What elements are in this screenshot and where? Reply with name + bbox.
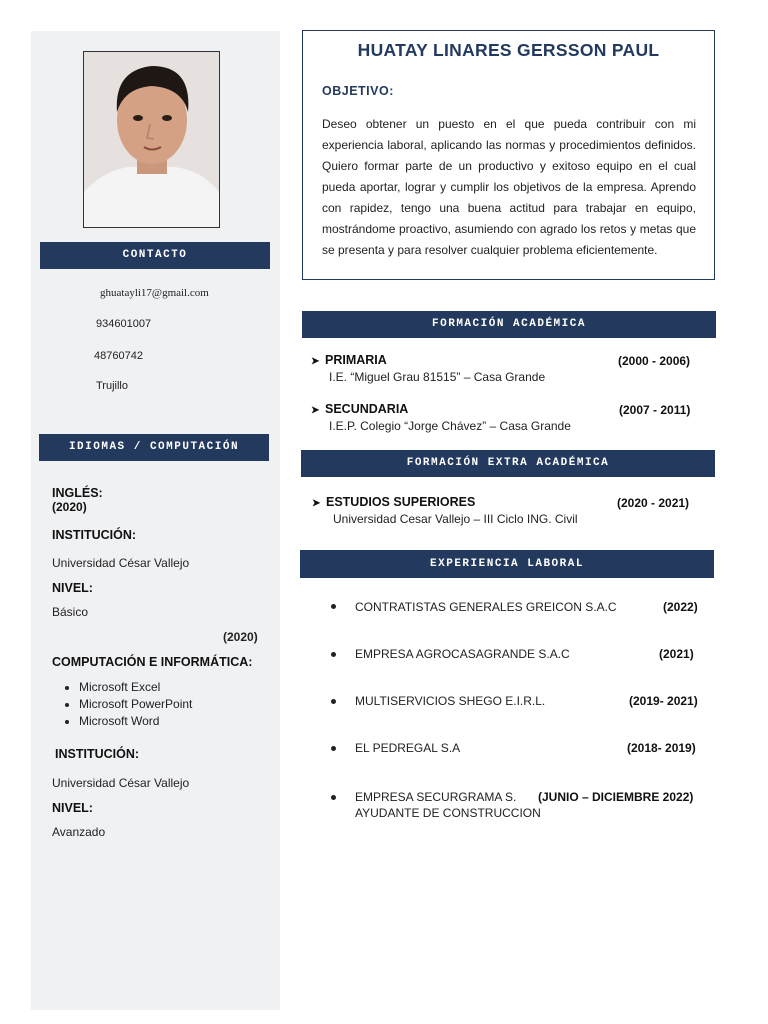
objective-box — [302, 30, 715, 280]
higher-ed-school: Universidad Cesar Vallejo – III Ciclo ING. Civil — [333, 512, 578, 526]
list-item: • Microsoft Excel — [79, 679, 192, 696]
job-company: EMPRESA SECURGRAMA S. — [355, 790, 517, 804]
phone-text: 934601007 — [96, 318, 152, 330]
arrow-icon: ➤ — [311, 356, 320, 367]
english-year: (2020) — [52, 500, 87, 514]
job-company: EL PEDREGAL S.A — [355, 741, 461, 755]
secondary-years: (2007 - 2011) — [619, 403, 691, 417]
experience-header: EXPERIENCIA LABORAL — [300, 550, 714, 578]
skills-list — [59, 679, 192, 730]
objective-label: OBJETIVO: — [322, 84, 394, 98]
computing-label: COMPUTACIÓN E INFORMÁTICA: — [52, 655, 253, 669]
primary-years: (2000 - 2006) — [618, 354, 691, 368]
job-years: (2019- 2021) — [629, 694, 698, 708]
job-company: CONTRATISTAS GENERALES GREICON S.A.C — [355, 600, 617, 614]
candidate-name: HUATAY LINARES GERSSON PAUL — [357, 40, 660, 60]
primary-title: ➤ PRIMARIA — [311, 353, 387, 367]
arrow-icon: ➤ — [312, 498, 321, 509]
sidebar — [31, 31, 280, 1010]
job-years: (JUNIO – DICIEMBRE 2022) — [538, 790, 694, 804]
dni-text: 48760742 — [94, 350, 143, 362]
level-year: (2020) — [223, 630, 258, 644]
higher-ed-title: ➤ ESTUDIOS SUPERIORES — [312, 495, 476, 509]
level-label: NIVEL: — [52, 581, 93, 595]
profile-photo — [83, 51, 220, 228]
bullet-icon — [331, 746, 336, 751]
level2-value: Avanzado — [52, 825, 106, 839]
institution2-value: Universidad César Vallejo — [52, 776, 190, 790]
bullet-icon — [331, 699, 336, 704]
job-years: (2021) — [659, 647, 694, 661]
level2-label: NIVEL: — [52, 801, 93, 815]
level-value: Básico — [52, 605, 89, 619]
job-years: (2018- 2019) — [627, 741, 696, 755]
institution-label: INSTITUCIÓN: — [52, 528, 137, 542]
email-text[interactable]: ghuatayli17@gmail.com — [100, 287, 209, 299]
extra-header: FORMACIÓN EXTRA ACADÉMICA — [301, 450, 715, 477]
job-role: AYUDANTE DE CONSTRUCCION — [355, 806, 541, 820]
person-photo-icon — [84, 52, 219, 227]
job-company: MULTISERVICIOS SHEGO E.I.R.L. — [355, 694, 546, 708]
city-text: Trujillo — [96, 380, 128, 392]
list-item: • Microsoft Word — [79, 713, 192, 730]
english-label: INGLÉS: — [52, 486, 103, 500]
higher-ed-years: (2020 - 2021) — [617, 496, 690, 510]
bullet-icon — [331, 652, 336, 657]
primary-school: I.E. “Miguel Grau 81515” – Casa Grande — [329, 370, 546, 384]
secondary-school: I.E.P. Colegio “Jorge Chávez” – Casa Grande — [329, 419, 571, 433]
objective-text: Deseo obtener un puesto en el que pueda contribuir con mi experiencia laboral, aplicando las normas y procedimientos definidos. Quiero formar parte de un productivo y exitoso equipo en el cual pueda aportar, lograr y cumplir los objetivos de la empresa. Aprendo con rapidez, tengo una buena actitud para trabajar en equipo, mostrándome proactivo, asumiendo con agrado los retos y metas que se presenta y para resolver cualquier problema eficientemente. — [322, 117, 696, 257]
institution2-label: INSTITUCIÓN: — [55, 747, 140, 761]
arrow-icon: ➤ — [311, 405, 320, 416]
academic-header: FORMACIÓN ACADÉMICA — [302, 311, 716, 338]
bullet-icon — [331, 795, 336, 800]
job-company: EMPRESA AGROCASAGRANDE S.A.C — [355, 647, 570, 661]
languages-header: IDIOMAS / COMPUTACIÓN — [39, 434, 269, 461]
job-years: (2022) — [663, 600, 698, 614]
institution-value: Universidad César Vallejo — [52, 556, 190, 570]
contact-header: CONTACTO — [40, 242, 270, 269]
bullet-icon — [331, 604, 336, 609]
list-item: • Microsoft PowerPoint — [79, 696, 192, 713]
secondary-title: ➤ SECUNDARIA — [311, 402, 409, 416]
